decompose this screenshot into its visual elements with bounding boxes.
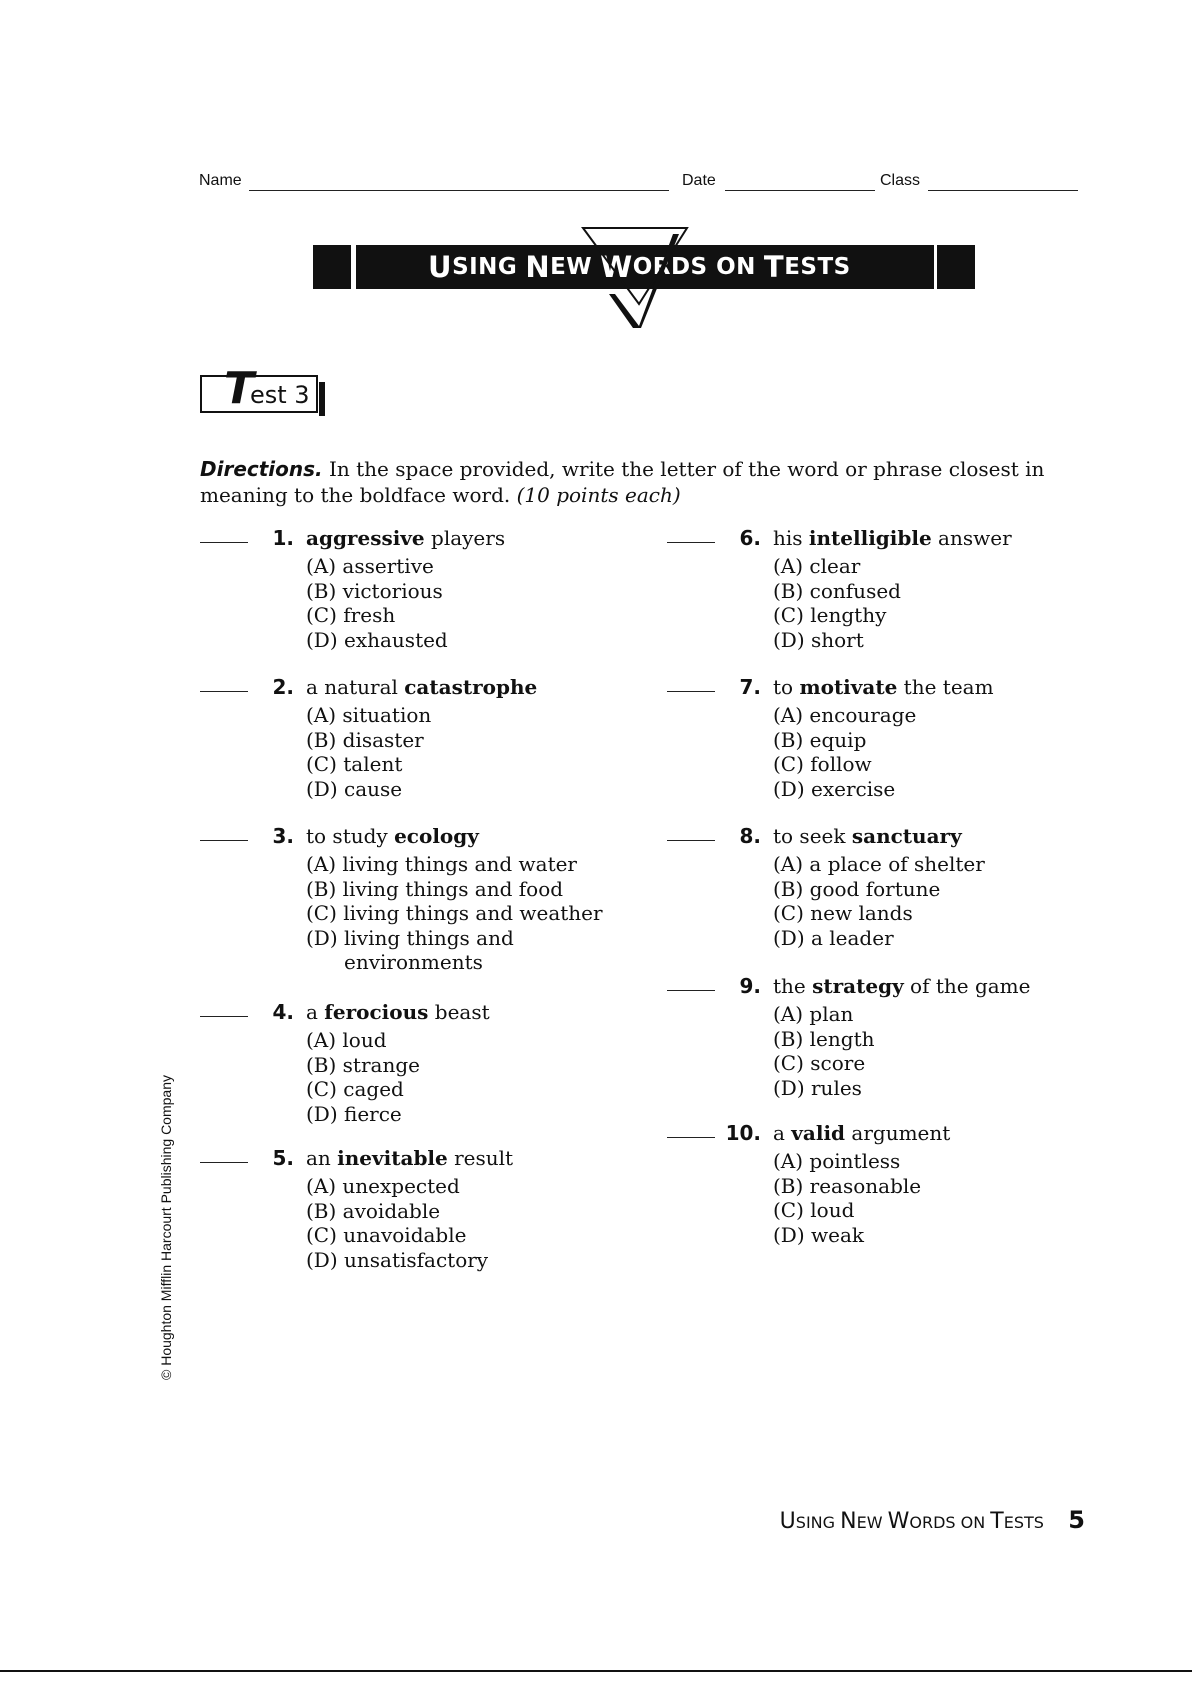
question-number: 6.: [739, 526, 761, 550]
stem-pre: a: [773, 1121, 792, 1145]
stem-pre: a: [306, 1000, 325, 1024]
test-label: [200, 363, 318, 414]
option-text: (D) unsatisfactory: [306, 1247, 489, 1272]
stem-post: beast: [428, 1000, 490, 1024]
answer-option: [306, 1077, 420, 1102]
answer-option: [773, 603, 901, 628]
answer-blank[interactable]: [667, 1137, 715, 1138]
answer-option: [773, 579, 901, 604]
answer-option: [306, 752, 431, 777]
option-text: (C) loud: [773, 1198, 855, 1222]
banner-title-part: ORDS ON: [632, 254, 756, 280]
question-stem: [773, 974, 1030, 998]
answer-blank[interactable]: [667, 990, 715, 991]
name-blank[interactable]: [249, 190, 669, 191]
question-stem: [306, 526, 505, 550]
option-text: (D) living things and: [306, 925, 514, 950]
bottom-rule: [0, 1670, 1192, 1672]
option-text: (B) strange: [306, 1052, 420, 1077]
footer-title-part: ORDS ON: [909, 1513, 991, 1532]
option-text: (D) exhausted: [306, 627, 448, 652]
stem-post: answer: [931, 526, 1012, 550]
answer-option: [306, 1248, 488, 1273]
answer-option: [773, 752, 916, 777]
stem-bold-word: motivate: [799, 675, 898, 699]
answer-option: [306, 728, 431, 753]
answer-blank[interactable]: [200, 1016, 248, 1017]
answer-blank[interactable]: [200, 1162, 248, 1163]
answer-option: [773, 1174, 921, 1199]
stem-bold-word: catastrophe: [404, 675, 538, 699]
stem-bold-word: inevitable: [337, 1146, 448, 1170]
question-number: 4.: [272, 1000, 294, 1024]
option-text: (C) caged: [306, 1077, 404, 1101]
answer-option: [773, 1149, 921, 1174]
option-text: (D) short: [773, 627, 864, 652]
answer-option: [773, 628, 901, 653]
stem-pre: to: [773, 675, 800, 699]
answer-option: [773, 777, 916, 802]
option-text: (A) situation: [306, 703, 432, 727]
option-text: (C) unavoidable: [306, 1223, 467, 1247]
answer-option: [773, 1051, 875, 1076]
option-text: (C) living things and weather: [306, 901, 603, 925]
footer-title-part: SING: [795, 1513, 841, 1532]
stem-post: of the game: [903, 974, 1031, 998]
test-label-rest: est 3: [250, 381, 310, 409]
answer-options: [773, 703, 916, 801]
question-stem: [773, 824, 962, 848]
question-stem: [306, 675, 537, 699]
date-blank[interactable]: [725, 190, 875, 191]
answer-option: [773, 1002, 875, 1027]
answer-option: [306, 579, 448, 604]
banner-title-part: ESTS: [784, 254, 851, 280]
class-blank[interactable]: [928, 190, 1078, 191]
answer-option: [773, 728, 916, 753]
answer-option: [306, 1223, 488, 1248]
answer-option: [306, 877, 603, 902]
answer-options: [773, 1002, 875, 1100]
option-text: (A) loud: [306, 1028, 387, 1052]
stem-bold-word: strategy: [812, 974, 904, 998]
answer-options: [773, 1149, 921, 1247]
footer-title-part: U: [779, 1509, 796, 1534]
question-number: 3.: [272, 824, 294, 848]
option-text: (C) fresh: [306, 603, 396, 627]
option-text: (A) a place of shelter: [773, 852, 985, 876]
banner-right-block: [937, 245, 975, 289]
option-text: (B) victorious: [306, 578, 443, 603]
answer-blank[interactable]: [667, 691, 715, 692]
answer-option: [306, 554, 448, 579]
answer-options: [306, 1174, 488, 1272]
stem-pre: to seek: [773, 824, 852, 848]
answer-options: [306, 852, 603, 975]
option-text: (B) disaster: [306, 727, 424, 752]
answer-option: [773, 1076, 875, 1101]
answer-option: [306, 950, 603, 975]
option-text: (D) rules: [773, 1075, 862, 1100]
option-text: (B) confused: [773, 578, 901, 603]
answer-option: [306, 852, 603, 877]
option-text: (B) equip: [773, 727, 867, 752]
banner-left-block: [313, 245, 351, 289]
answer-option: [306, 1174, 488, 1199]
stem-bold-word: intelligible: [808, 526, 932, 550]
directions-text: In the space provided, write the letter of the word or phrase closest in meaning to the boldface word.: [200, 457, 1045, 507]
answer-blank[interactable]: [200, 840, 248, 841]
name-label: Name: [199, 172, 242, 189]
banner-check-mark-icon: [575, 224, 695, 334]
footer-title-part: N: [840, 1509, 857, 1534]
stem-pre: an: [306, 1146, 338, 1170]
question-number: 5.: [272, 1146, 294, 1170]
banner-title-part: T: [763, 250, 785, 284]
answer-blank[interactable]: [200, 542, 248, 543]
option-text: environments: [344, 950, 483, 974]
answer-option: [306, 777, 431, 802]
directions-points: (10 points each): [516, 483, 681, 507]
stem-pre: to study: [306, 824, 395, 848]
option-text: (A) plan: [773, 1002, 854, 1026]
answer-options: [306, 1028, 420, 1126]
answer-option: [773, 1223, 921, 1248]
answer-option: [306, 628, 448, 653]
banner-title-part: SING: [452, 254, 518, 280]
footer-title-part: W: [887, 1509, 910, 1534]
option-text: (B) avoidable: [306, 1198, 441, 1223]
date-label: Date: [682, 172, 716, 189]
question-number: 1.: [272, 526, 294, 550]
stem-bold-word: ecology: [394, 824, 479, 848]
directions-lead: Directions.: [200, 457, 323, 481]
question-stem: [306, 824, 479, 848]
answer-option: [306, 603, 448, 628]
stem-pre: his: [773, 526, 809, 550]
option-text: (D) exercise: [773, 776, 896, 801]
question-number: 7.: [739, 675, 761, 699]
question-number: 8.: [739, 824, 761, 848]
answer-blank[interactable]: [667, 840, 715, 841]
option-text: (B) reasonable: [773, 1173, 922, 1198]
question-stem: [773, 675, 994, 699]
answer-options: [306, 554, 448, 652]
banner-title-part: W: [600, 250, 633, 284]
answer-option: [773, 926, 985, 951]
option-text: (C) lengthy: [773, 603, 887, 627]
footer: [780, 1506, 1085, 1534]
class-label: Class: [880, 172, 921, 189]
stem-bold-word: aggressive: [306, 526, 425, 550]
answer-option: [306, 1028, 420, 1053]
option-text: (A) living things and water: [306, 852, 577, 876]
question-stem: [773, 1121, 950, 1145]
answer-option: [306, 1053, 420, 1078]
stem-bold-word: sanctuary: [851, 824, 962, 848]
stem-post: players: [424, 526, 506, 550]
stem-post: result: [447, 1146, 514, 1170]
option-text: (C) score: [773, 1051, 866, 1075]
banner-title-part: N: [525, 250, 551, 284]
answer-options: [773, 852, 985, 950]
answer-option: [306, 926, 603, 951]
answer-option: [773, 852, 985, 877]
answer-options: [306, 703, 431, 801]
answer-option: [773, 901, 985, 926]
answer-option: [306, 1102, 420, 1127]
stem-bold-word: valid: [791, 1121, 846, 1145]
question-number: 2.: [272, 675, 294, 699]
option-text: (B) living things and food: [306, 876, 564, 901]
footer-title-part: T: [990, 1509, 1004, 1534]
answer-option: [773, 1198, 921, 1223]
answer-options: [773, 554, 901, 652]
answer-option: [773, 554, 901, 579]
option-text: (C) new lands: [773, 901, 913, 925]
footer-title-part: ESTS: [1003, 1513, 1044, 1532]
option-text: (D) a leader: [773, 925, 894, 950]
question-stem: [306, 1000, 490, 1024]
stem-post: argument: [845, 1121, 951, 1145]
answer-option: [306, 1199, 488, 1224]
answer-blank[interactable]: [667, 542, 715, 543]
option-text: (C) talent: [306, 752, 403, 776]
question-stem: [306, 1146, 513, 1170]
answer-option: [306, 703, 431, 728]
option-text: (A) encourage: [773, 703, 917, 727]
banner-title-part: U: [428, 250, 453, 284]
stem-post: the team: [897, 675, 994, 699]
copyright-credit: © Houghton Mifflin Harcourt Publishing Company: [158, 1075, 174, 1380]
answer-blank[interactable]: [200, 691, 248, 692]
question-stem: [773, 526, 1012, 550]
stem-bold-word: ferocious: [324, 1000, 429, 1024]
option-text: (A) clear: [773, 554, 861, 578]
question-number: 9.: [739, 974, 761, 998]
answer-option: [306, 901, 603, 926]
test-label-initial: T: [224, 363, 255, 414]
option-text: (B) good fortune: [773, 876, 941, 901]
option-text: (A) unexpected: [306, 1174, 460, 1198]
page-number: 5: [1068, 1506, 1085, 1534]
test-label-bar: [319, 382, 325, 416]
stem-pre: the: [773, 974, 813, 998]
option-text: (D) weak: [773, 1222, 864, 1247]
banner-title-part: EW: [550, 254, 593, 280]
option-text: (B) length: [773, 1026, 875, 1051]
option-text: (A) assertive: [306, 554, 434, 578]
directions: [200, 456, 1090, 508]
option-text: (D) fierce: [306, 1101, 402, 1126]
option-text: (C) follow: [773, 752, 872, 776]
footer-title-part: EW: [856, 1513, 888, 1532]
answer-option: [773, 1027, 875, 1052]
stem-pre: a natural: [306, 675, 405, 699]
answer-option: [773, 877, 985, 902]
option-text: (D) cause: [306, 776, 403, 801]
option-text: (A) pointless: [773, 1149, 901, 1173]
answer-option: [773, 703, 916, 728]
question-number: 10.: [725, 1121, 761, 1145]
